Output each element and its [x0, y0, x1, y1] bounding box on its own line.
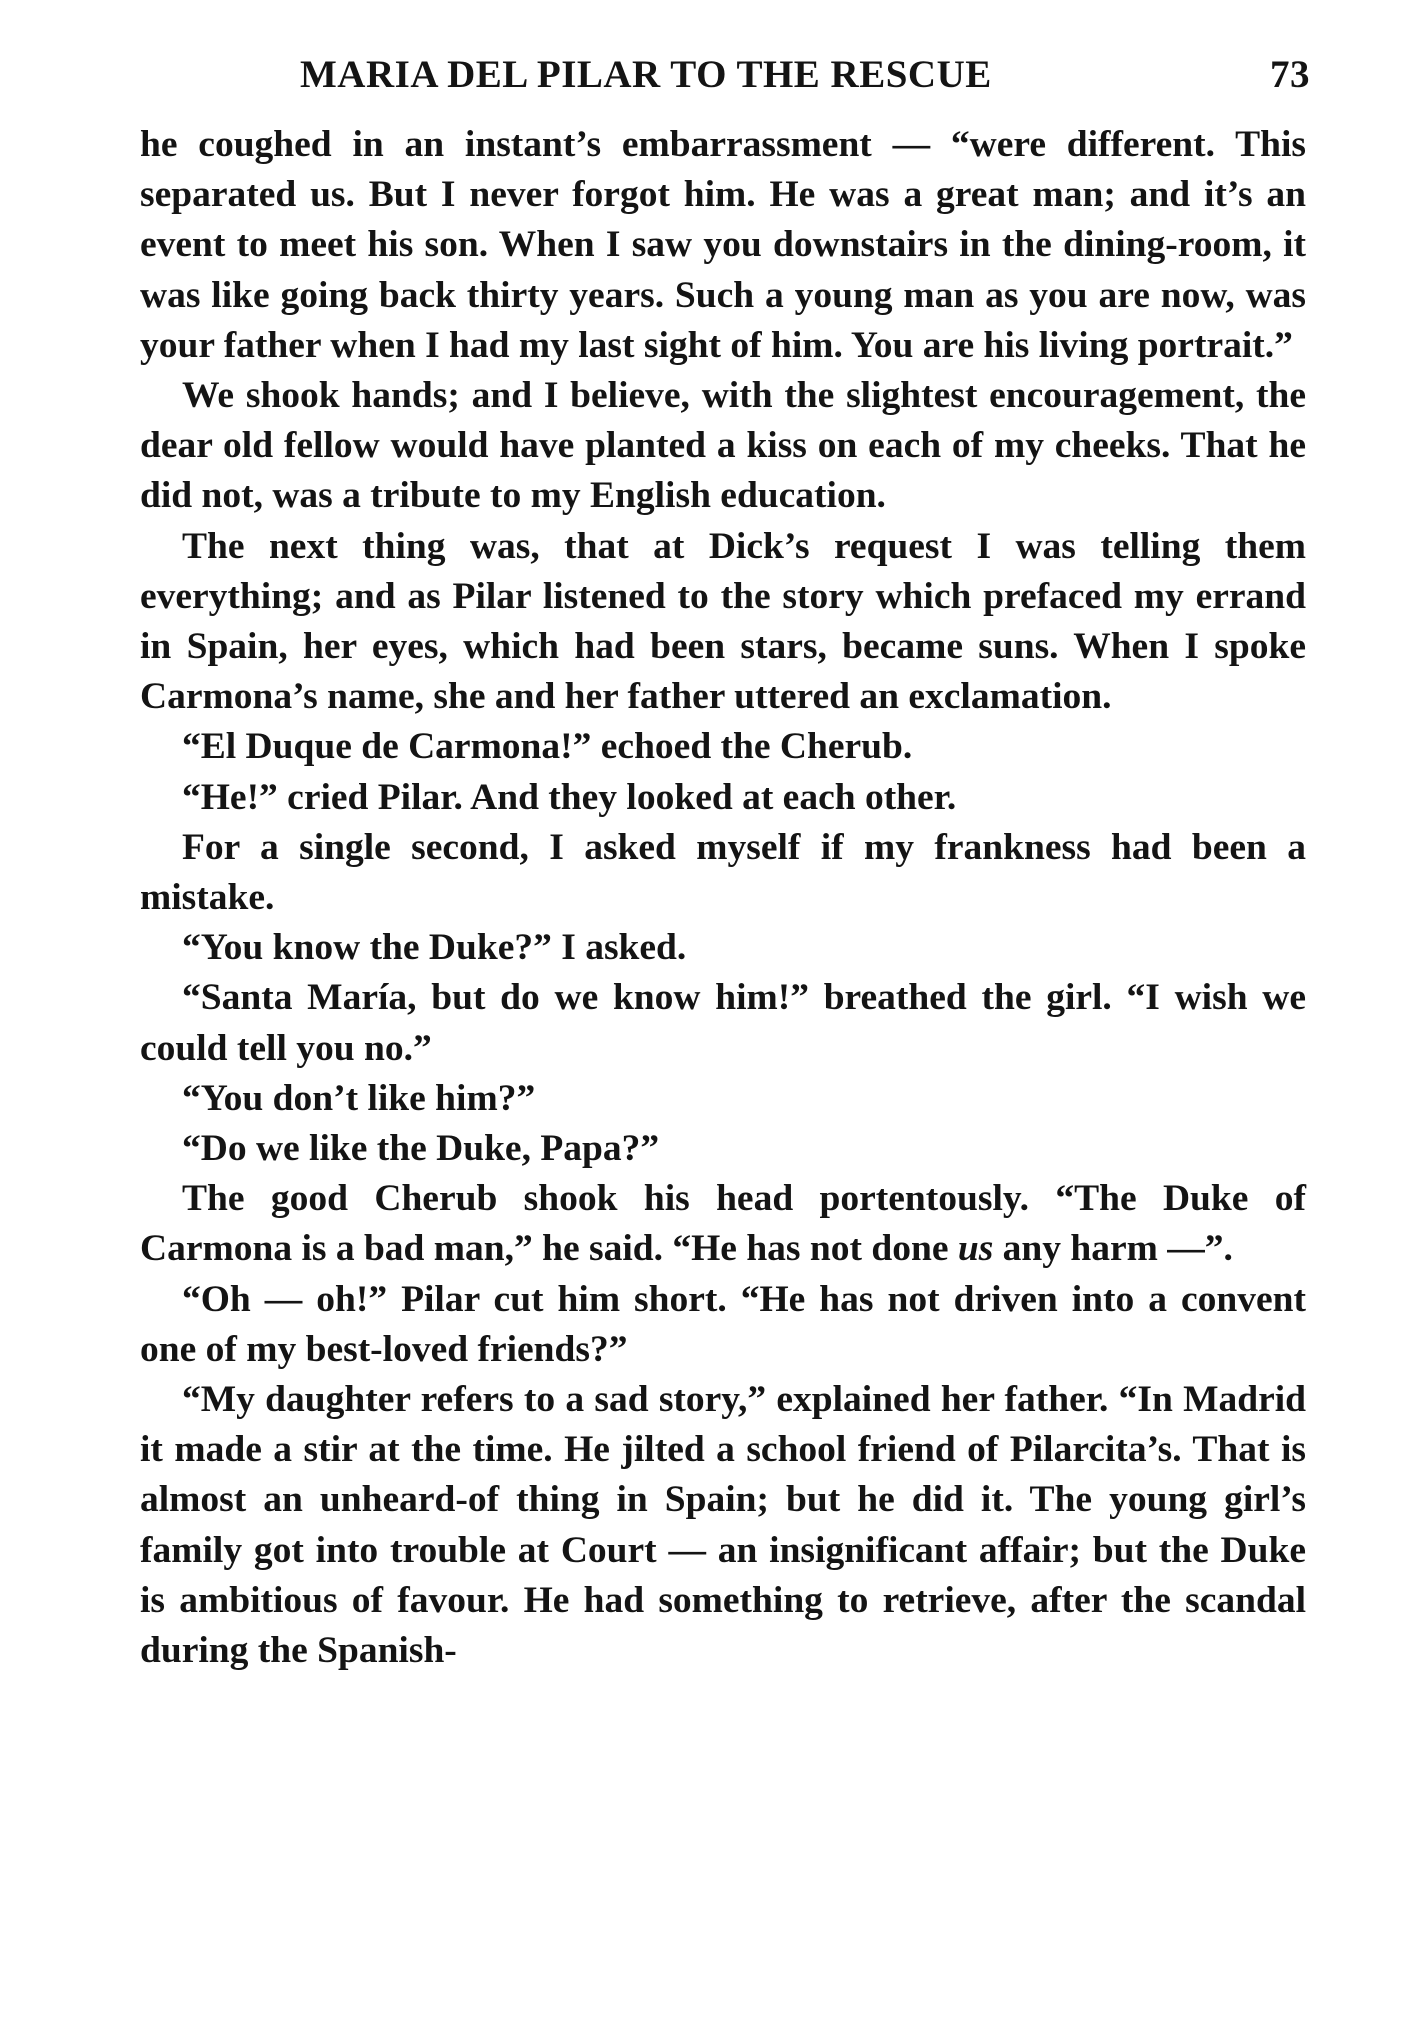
paragraph: “Santa María, but do we know him!” breathed the girl. “I wish we could tell you no.”: [140, 977, 1306, 1069]
paragraph: We shook hands; and I believe, with the slightest encouragement, the dear old fellow would have planted a kiss on each of my cheeks. That he did not, was a tribute to my English education.: [140, 375, 1306, 517]
paragraph-text: any harm —”.: [993, 1228, 1233, 1270]
paragraph: For a single second, I asked myself if my frankness had been a mistake.: [140, 826, 1306, 919]
book-page: [140, 52, 1310, 1676]
paragraph: “You know the Duke?” I asked.: [182, 927, 687, 969]
italic-word: us: [957, 1228, 994, 1270]
paragraph: “Do we like the Duke, Papa?”: [182, 1128, 660, 1170]
page-header: [140, 52, 1310, 116]
paragraph: [140, 1174, 1306, 1274]
paragraph: The next thing was, that at Dick’s request I was telling them everything; and as Pilar listened to the story which prefaced my errand in Spain, her eyes, which had been stars, became suns. When I spoke Carmona’s name, she and her father uttered an exclamation.: [140, 525, 1306, 718]
paragraph: “My daughter refers to a sad story,” explained her father. “In Madrid it made a stir at the time. He jilted a school friend of Pilarcita’s. That is almost an unheard-of thing in Spain; but he did it. The young girl’s family got into trouble at Court — an insignificant affair; but the Duke is ambitious of favour. He had something to retrieve, after the scandal during the Spanish-: [140, 1379, 1306, 1672]
paragraph: “El Duque de Carmona!” echoed the Cherub.: [182, 726, 913, 768]
page-number: 73: [1270, 53, 1310, 96]
running-head: MARIA DEL PILAR TO THE RESCUE: [300, 53, 992, 96]
paragraph: “He!” cried Pilar. And they looked at each other.: [182, 776, 957, 818]
paragraph-text: The good Cherub shook his head portentously. “The Duke of Carmona is a bad man,” he said. “He has not done: [140, 1178, 1306, 1270]
paragraph: he coughed in an instant’s embarrassment — “were different. This separated us. But I never forgot him. He was a great man; and it’s an event to meet his son. When I saw you downstairs in the dining-room, it was like going back thirty years. Such a young man as you are now, was your father when I had my last sight of him. You are his living portrait.”: [140, 124, 1306, 366]
paragraph: “Oh — oh!” Pilar cut him short. “He has not driven into a convent one of my best-loved friends?”: [140, 1278, 1306, 1370]
paragraph: “You don’t like him?”: [182, 1077, 536, 1119]
body-text: [140, 120, 1306, 1676]
